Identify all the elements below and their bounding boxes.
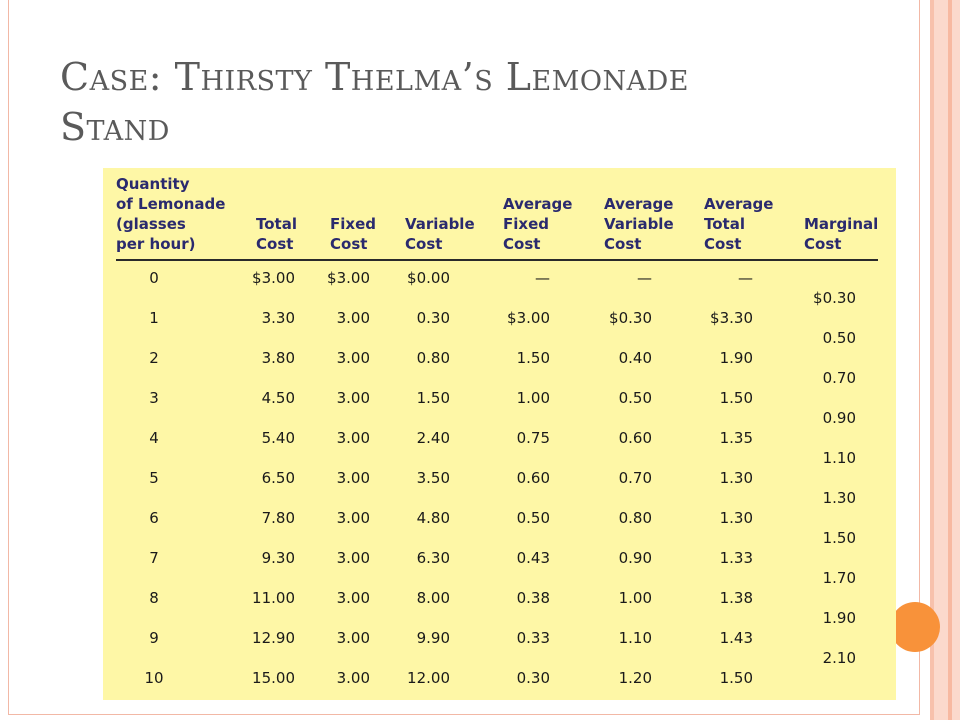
header-quantity: Quantity of Lemonade (glasses per hour) [116, 175, 226, 253]
cell-total-cost: 6.50 [261, 469, 295, 487]
cell-avg-total-cost: 1.30 [719, 509, 753, 527]
cell-avg-total-cost: $3.30 [710, 309, 753, 327]
cell-variable-cost: 2.40 [416, 429, 450, 447]
cell-avg-fixed-cost: 0.50 [516, 509, 550, 527]
cell-quantity: 8 [149, 589, 159, 607]
cell-avg-fixed-cost: 0.75 [516, 429, 550, 447]
cell-variable-cost: $0.00 [407, 269, 450, 287]
header-variable-cost: Variable Cost [405, 215, 475, 253]
cell-total-cost: 4.50 [261, 389, 295, 407]
cell-total-cost: 7.80 [261, 509, 295, 527]
cell-avg-fixed-cost: $3.00 [507, 309, 550, 327]
cell-fixed-cost: $3.00 [327, 269, 370, 287]
cell-avg-total-cost: 1.50 [719, 389, 753, 407]
cell-total-cost: $3.00 [252, 269, 295, 287]
cell-avg-fixed-cost: 0.38 [516, 589, 550, 607]
cell-quantity: 1 [149, 309, 159, 327]
cell-marginal-cost: 1.10 [822, 449, 856, 467]
cell-avg-fixed-cost: 1.00 [516, 389, 550, 407]
cell-avg-total-cost: 1.43 [719, 629, 753, 647]
cell-variable-cost: 0.80 [416, 349, 450, 367]
cell-quantity: 0 [149, 269, 159, 287]
cell-avg-variable-cost: 0.40 [618, 349, 652, 367]
cell-fixed-cost: 3.00 [336, 349, 370, 367]
cell-variable-cost: 0.30 [416, 309, 450, 327]
cell-avg-total-cost: 1.33 [719, 549, 753, 567]
cell-variable-cost: 1.50 [416, 389, 450, 407]
cell-avg-total-cost: 1.38 [719, 589, 753, 607]
cell-quantity: 5 [149, 469, 159, 487]
cell-variable-cost: 4.80 [416, 509, 450, 527]
cell-fixed-cost: 3.00 [336, 469, 370, 487]
cell-avg-variable-cost: 1.10 [618, 629, 652, 647]
title-line-1: Case: Thirsty Thelma’s Lemonade [60, 55, 689, 99]
cell-variable-cost: 8.00 [416, 589, 450, 607]
cell-marginal-cost: 0.50 [822, 329, 856, 347]
cell-variable-cost: 6.30 [416, 549, 450, 567]
cell-avg-variable-cost: 0.60 [618, 429, 652, 447]
cell-quantity: 10 [144, 669, 164, 687]
cell-marginal-cost: 0.90 [822, 409, 856, 427]
cell-quantity: 4 [149, 429, 159, 447]
cell-quantity: 6 [149, 509, 159, 527]
cell-variable-cost: 9.90 [416, 629, 450, 647]
cell-avg-fixed-cost: 0.30 [516, 669, 550, 687]
header-average-total-cost: Average Total Cost [704, 195, 774, 253]
cell-marginal-cost: 1.70 [822, 569, 856, 587]
cell-marginal-cost: 0.70 [822, 369, 856, 387]
cell-avg-fixed-cost: 0.33 [516, 629, 550, 647]
cell-total-cost: 15.00 [252, 669, 295, 687]
cell-total-cost: 11.00 [252, 589, 295, 607]
cell-avg-variable-cost: 0.80 [618, 509, 652, 527]
cell-avg-variable-cost: 0.70 [618, 469, 652, 487]
cell-avg-total-cost: — [738, 269, 753, 287]
slide-title [60, 52, 820, 152]
cell-marginal-cost: 1.90 [822, 609, 856, 627]
cell-avg-fixed-cost: 0.60 [516, 469, 550, 487]
cell-marginal-cost: 2.10 [822, 649, 856, 667]
header-average-fixed-cost: Average Fixed Cost [503, 195, 573, 253]
cell-total-cost: 3.80 [261, 349, 295, 367]
cell-avg-fixed-cost: 0.43 [516, 549, 550, 567]
cell-total-cost: 12.90 [252, 629, 295, 647]
cell-fixed-cost: 3.00 [336, 589, 370, 607]
header-divider [116, 259, 878, 261]
cell-avg-fixed-cost: — [535, 269, 550, 287]
cell-marginal-cost: 1.30 [822, 489, 856, 507]
cell-fixed-cost: 3.00 [336, 549, 370, 567]
cell-avg-total-cost: 1.90 [719, 349, 753, 367]
cell-fixed-cost: 3.00 [336, 669, 370, 687]
cell-avg-total-cost: 1.50 [719, 669, 753, 687]
cell-fixed-cost: 3.00 [336, 629, 370, 647]
cell-fixed-cost: 3.00 [336, 389, 370, 407]
cell-avg-variable-cost: 1.20 [618, 669, 652, 687]
cell-quantity: 7 [149, 549, 159, 567]
cell-avg-total-cost: 1.35 [719, 429, 753, 447]
cell-fixed-cost: 3.00 [336, 509, 370, 527]
cell-avg-total-cost: 1.30 [719, 469, 753, 487]
accent-circle [890, 602, 940, 652]
cell-variable-cost: 12.00 [407, 669, 450, 687]
cell-variable-cost: 3.50 [416, 469, 450, 487]
header-average-variable-cost: Average Variable Cost [604, 195, 674, 253]
header-marginal-cost: Marginal Cost [804, 215, 879, 253]
cell-avg-variable-cost: — [637, 269, 652, 287]
cell-quantity: 3 [149, 389, 159, 407]
cell-avg-variable-cost: $0.30 [609, 309, 652, 327]
cell-marginal-cost: 1.50 [822, 529, 856, 547]
cell-quantity: 9 [149, 629, 159, 647]
cell-avg-variable-cost: 0.50 [618, 389, 652, 407]
cell-fixed-cost: 3.00 [336, 309, 370, 327]
cell-total-cost: 9.30 [261, 549, 295, 567]
cell-avg-variable-cost: 0.90 [618, 549, 652, 567]
cell-quantity: 2 [149, 349, 159, 367]
cell-fixed-cost: 3.00 [336, 429, 370, 447]
header-fixed-cost: Fixed Cost [330, 215, 376, 253]
cell-total-cost: 5.40 [261, 429, 295, 447]
cell-marginal-cost: $0.30 [813, 289, 856, 307]
title-line-2: Stand [60, 105, 170, 149]
header-total-cost: Total Cost [256, 215, 297, 253]
cell-avg-fixed-cost: 1.50 [516, 349, 550, 367]
cell-avg-variable-cost: 1.00 [618, 589, 652, 607]
cell-total-cost: 3.30 [261, 309, 295, 327]
